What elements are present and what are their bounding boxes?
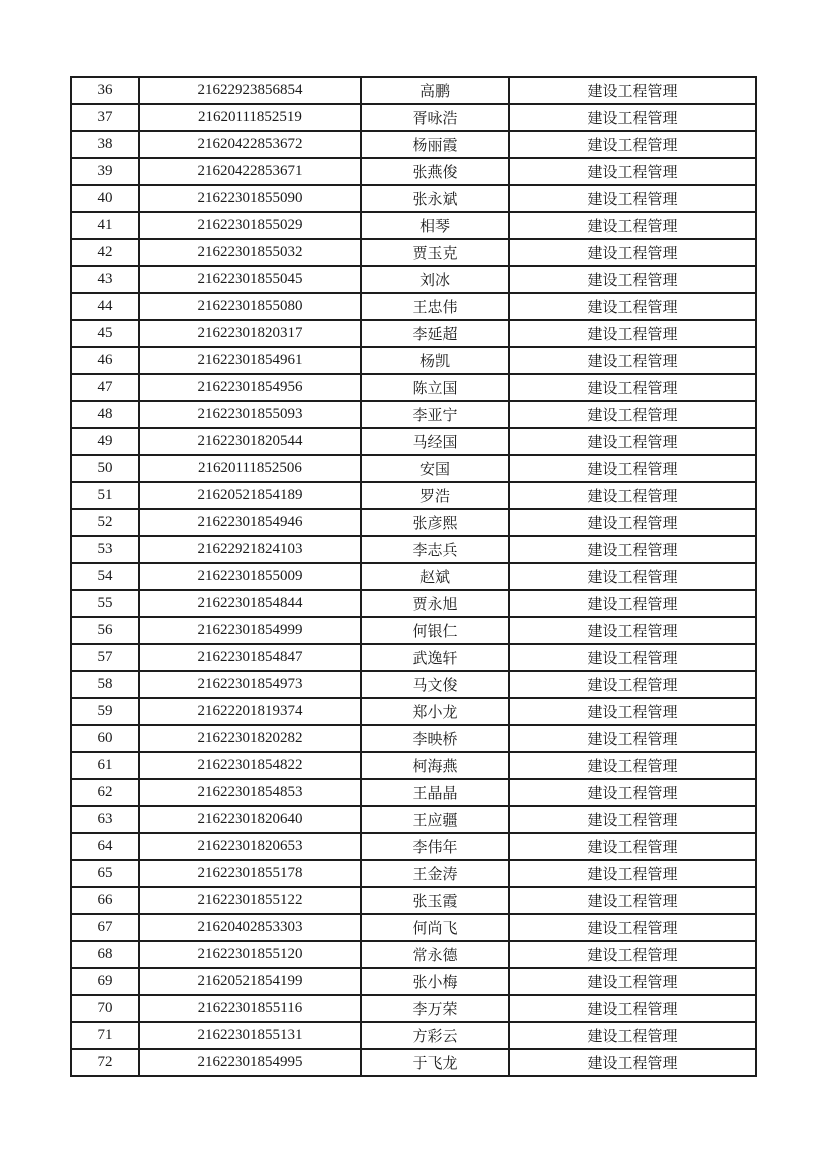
student-id-cell: 21620402853303 <box>139 914 361 941</box>
student-id-cell: 21622301854995 <box>139 1049 361 1076</box>
student-name-cell: 李万荣 <box>361 995 509 1022</box>
row-number-cell: 72 <box>71 1049 139 1076</box>
student-id-cell: 21622301854961 <box>139 347 361 374</box>
student-id-cell: 21622301855178 <box>139 860 361 887</box>
table-row <box>71 158 756 185</box>
major-cell: 建设工程管理 <box>509 266 756 293</box>
student-name-cell: 罗浩 <box>361 482 509 509</box>
student-name-cell: 贾玉克 <box>361 239 509 266</box>
table-row <box>71 860 756 887</box>
student-name-cell: 陈立国 <box>361 374 509 401</box>
student-id-cell: 21622301854822 <box>139 752 361 779</box>
major-cell: 建设工程管理 <box>509 698 756 725</box>
major-cell: 建设工程管理 <box>509 320 756 347</box>
table-row <box>71 752 756 779</box>
table-row <box>71 536 756 563</box>
student-name-cell: 张小梅 <box>361 968 509 995</box>
row-number-cell: 55 <box>71 590 139 617</box>
student-name-cell: 王晶晶 <box>361 779 509 806</box>
table-row <box>71 995 756 1022</box>
student-id-cell: 21622923856854 <box>139 77 361 104</box>
student-name-cell: 何尚飞 <box>361 914 509 941</box>
table-row <box>71 725 756 752</box>
table-row <box>71 698 756 725</box>
student-id-cell: 21622201819374 <box>139 698 361 725</box>
student-id-cell: 21620422853671 <box>139 158 361 185</box>
row-number-cell: 63 <box>71 806 139 833</box>
major-cell: 建设工程管理 <box>509 968 756 995</box>
major-cell: 建设工程管理 <box>509 293 756 320</box>
table-row <box>71 914 756 941</box>
major-cell: 建设工程管理 <box>509 563 756 590</box>
student-id-cell: 21620422853672 <box>139 131 361 158</box>
table-row <box>71 806 756 833</box>
student-name-cell: 王应疆 <box>361 806 509 833</box>
table-row <box>71 77 756 104</box>
student-id-cell: 21622301820317 <box>139 320 361 347</box>
row-number-cell: 61 <box>71 752 139 779</box>
table-row <box>71 644 756 671</box>
major-cell: 建设工程管理 <box>509 401 756 428</box>
table-row <box>71 563 756 590</box>
table-row <box>71 509 756 536</box>
student-name-cell: 张彦熙 <box>361 509 509 536</box>
student-id-cell: 21620111852506 <box>139 455 361 482</box>
table-row <box>71 212 756 239</box>
student-id-cell: 21622301820653 <box>139 833 361 860</box>
student-id-cell: 21622301820282 <box>139 725 361 752</box>
row-number-cell: 67 <box>71 914 139 941</box>
table-row <box>71 968 756 995</box>
table-row <box>71 1049 756 1076</box>
major-cell: 建设工程管理 <box>509 590 756 617</box>
student-name-cell: 郑小龙 <box>361 698 509 725</box>
row-number-cell: 62 <box>71 779 139 806</box>
student-id-cell: 21620111852519 <box>139 104 361 131</box>
student-name-cell: 胥咏浩 <box>361 104 509 131</box>
student-name-cell: 常永德 <box>361 941 509 968</box>
student-id-cell: 21622301855080 <box>139 293 361 320</box>
row-number-cell: 46 <box>71 347 139 374</box>
student-name-cell: 赵斌 <box>361 563 509 590</box>
student-name-cell: 高鹏 <box>361 77 509 104</box>
student-id-cell: 21622301854946 <box>139 509 361 536</box>
table-row <box>71 455 756 482</box>
table-row <box>71 1022 756 1049</box>
student-id-cell: 21620521854189 <box>139 482 361 509</box>
table-row <box>71 347 756 374</box>
major-cell: 建设工程管理 <box>509 779 756 806</box>
row-number-cell: 71 <box>71 1022 139 1049</box>
student-id-cell: 21622301855032 <box>139 239 361 266</box>
table-row <box>71 590 756 617</box>
row-number-cell: 58 <box>71 671 139 698</box>
row-number-cell: 70 <box>71 995 139 1022</box>
major-cell: 建设工程管理 <box>509 482 756 509</box>
student-name-cell: 张玉霞 <box>361 887 509 914</box>
student-name-cell: 马文俊 <box>361 671 509 698</box>
row-number-cell: 60 <box>71 725 139 752</box>
student-name-cell: 于飞龙 <box>361 1049 509 1076</box>
major-cell: 建设工程管理 <box>509 941 756 968</box>
student-id-cell: 21622301820640 <box>139 806 361 833</box>
major-cell: 建设工程管理 <box>509 1022 756 1049</box>
student-name-cell: 何银仁 <box>361 617 509 644</box>
major-cell: 建设工程管理 <box>509 806 756 833</box>
student-name-cell: 王忠伟 <box>361 293 509 320</box>
major-cell: 建设工程管理 <box>509 212 756 239</box>
student-id-cell: 21622301854853 <box>139 779 361 806</box>
row-number-cell: 66 <box>71 887 139 914</box>
student-name-cell: 李延超 <box>361 320 509 347</box>
student-name-cell: 相琴 <box>361 212 509 239</box>
student-id-cell: 21622301855116 <box>139 995 361 1022</box>
row-number-cell: 65 <box>71 860 139 887</box>
table-row <box>71 428 756 455</box>
table-row <box>71 293 756 320</box>
row-number-cell: 69 <box>71 968 139 995</box>
student-id-cell: 21622301855120 <box>139 941 361 968</box>
table-row <box>71 779 756 806</box>
student-id-cell: 21622301855029 <box>139 212 361 239</box>
student-name-cell: 张永斌 <box>361 185 509 212</box>
row-number-cell: 38 <box>71 131 139 158</box>
student-id-cell: 21622301855009 <box>139 563 361 590</box>
major-cell: 建设工程管理 <box>509 752 756 779</box>
row-number-cell: 44 <box>71 293 139 320</box>
student-roster-table <box>70 76 757 1077</box>
major-cell: 建设工程管理 <box>509 860 756 887</box>
major-cell: 建设工程管理 <box>509 428 756 455</box>
student-id-cell: 21622301854956 <box>139 374 361 401</box>
table-row <box>71 941 756 968</box>
row-number-cell: 49 <box>71 428 139 455</box>
row-number-cell: 51 <box>71 482 139 509</box>
major-cell: 建设工程管理 <box>509 644 756 671</box>
table-row <box>71 185 756 212</box>
major-cell: 建设工程管理 <box>509 887 756 914</box>
row-number-cell: 37 <box>71 104 139 131</box>
row-number-cell: 40 <box>71 185 139 212</box>
row-number-cell: 36 <box>71 77 139 104</box>
row-number-cell: 45 <box>71 320 139 347</box>
student-name-cell: 方彩云 <box>361 1022 509 1049</box>
row-number-cell: 59 <box>71 698 139 725</box>
student-id-cell: 21622301855045 <box>139 266 361 293</box>
table-row <box>71 104 756 131</box>
student-name-cell: 杨丽霞 <box>361 131 509 158</box>
student-name-cell: 刘冰 <box>361 266 509 293</box>
student-name-cell: 王金涛 <box>361 860 509 887</box>
student-id-cell: 21622921824103 <box>139 536 361 563</box>
table-row <box>71 401 756 428</box>
major-cell: 建设工程管理 <box>509 347 756 374</box>
student-name-cell: 李映桥 <box>361 725 509 752</box>
row-number-cell: 42 <box>71 239 139 266</box>
student-name-cell: 李亚宁 <box>361 401 509 428</box>
student-name-cell: 柯海燕 <box>361 752 509 779</box>
row-number-cell: 52 <box>71 509 139 536</box>
major-cell: 建设工程管理 <box>509 671 756 698</box>
major-cell: 建设工程管理 <box>509 455 756 482</box>
table-row <box>71 320 756 347</box>
student-id-cell: 21622301854844 <box>139 590 361 617</box>
student-id-cell: 21622301855093 <box>139 401 361 428</box>
major-cell: 建设工程管理 <box>509 104 756 131</box>
row-number-cell: 43 <box>71 266 139 293</box>
major-cell: 建设工程管理 <box>509 239 756 266</box>
major-cell: 建设工程管理 <box>509 725 756 752</box>
major-cell: 建设工程管理 <box>509 158 756 185</box>
major-cell: 建设工程管理 <box>509 995 756 1022</box>
row-number-cell: 47 <box>71 374 139 401</box>
student-name-cell: 杨凯 <box>361 347 509 374</box>
student-name-cell: 李伟年 <box>361 833 509 860</box>
row-number-cell: 64 <box>71 833 139 860</box>
major-cell: 建设工程管理 <box>509 617 756 644</box>
table-row <box>71 482 756 509</box>
table-row <box>71 833 756 860</box>
student-id-cell: 21620521854199 <box>139 968 361 995</box>
student-name-cell: 李志兵 <box>361 536 509 563</box>
student-id-cell: 21622301820544 <box>139 428 361 455</box>
major-cell: 建设工程管理 <box>509 914 756 941</box>
row-number-cell: 56 <box>71 617 139 644</box>
major-cell: 建设工程管理 <box>509 77 756 104</box>
table-row <box>71 887 756 914</box>
student-name-cell: 贾永旭 <box>361 590 509 617</box>
table-row <box>71 131 756 158</box>
row-number-cell: 50 <box>71 455 139 482</box>
student-name-cell: 安国 <box>361 455 509 482</box>
table-row <box>71 239 756 266</box>
student-id-cell: 21622301854973 <box>139 671 361 698</box>
student-id-cell: 21622301854847 <box>139 644 361 671</box>
major-cell: 建设工程管理 <box>509 131 756 158</box>
row-number-cell: 39 <box>71 158 139 185</box>
table-body <box>71 77 756 1076</box>
table-row <box>71 617 756 644</box>
row-number-cell: 68 <box>71 941 139 968</box>
major-cell: 建设工程管理 <box>509 374 756 401</box>
row-number-cell: 41 <box>71 212 139 239</box>
row-number-cell: 48 <box>71 401 139 428</box>
row-number-cell: 54 <box>71 563 139 590</box>
student-id-cell: 21622301855122 <box>139 887 361 914</box>
row-number-cell: 57 <box>71 644 139 671</box>
student-id-cell: 21622301855090 <box>139 185 361 212</box>
row-number-cell: 53 <box>71 536 139 563</box>
major-cell: 建设工程管理 <box>509 509 756 536</box>
student-id-cell: 21622301854999 <box>139 617 361 644</box>
major-cell: 建设工程管理 <box>509 1049 756 1076</box>
student-name-cell: 马经国 <box>361 428 509 455</box>
student-name-cell: 武逸轩 <box>361 644 509 671</box>
table-row <box>71 671 756 698</box>
table-row <box>71 374 756 401</box>
major-cell: 建设工程管理 <box>509 833 756 860</box>
student-name-cell: 张燕俊 <box>361 158 509 185</box>
major-cell: 建设工程管理 <box>509 536 756 563</box>
table-row <box>71 266 756 293</box>
student-id-cell: 21622301855131 <box>139 1022 361 1049</box>
major-cell: 建设工程管理 <box>509 185 756 212</box>
